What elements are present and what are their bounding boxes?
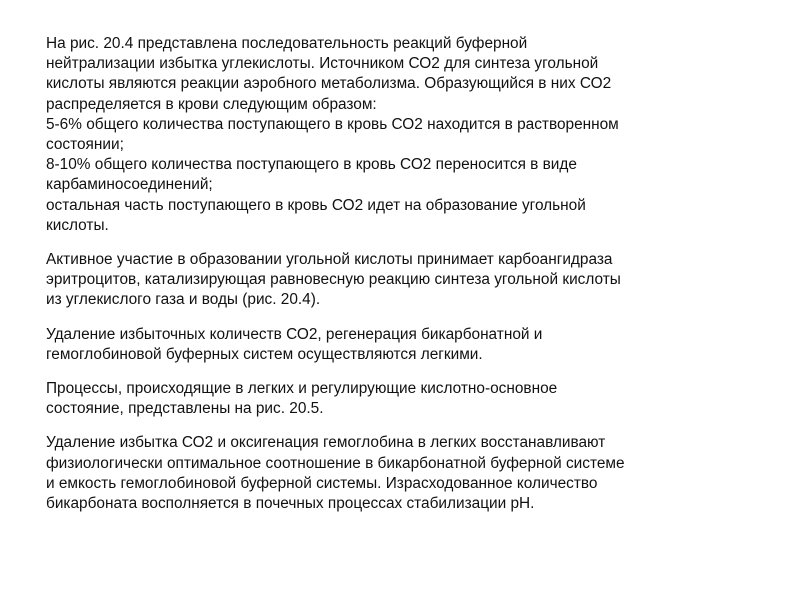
text-line: карбаминосоединений; [46,176,213,194]
paragraph-co2-distribution [46,34,746,236]
text-line: состояние, представлены на рис. 20.5. [46,400,324,418]
text-line: 5-6% общего количества поступающего в кровь СО2 находится в растворенном [46,115,619,133]
text-line: из углекислого газа и воды (рис. 20.4). [46,291,321,309]
text-line: кислоты. [46,216,109,234]
text-line: распределяется в крови следующим образом: [46,95,377,113]
paragraph-lung-processes [46,379,746,419]
text-line: и емкость гемоглобиновой буферной системы. Израсходованное количество [46,474,598,492]
text-line: физиологически оптимальное соотношение в бикарбонатной буферной системе [46,454,625,472]
text-line: нейтрализации избытка углекислоты. Источником СО2 для синтеза угольной [46,55,599,73]
slide-text-body [46,34,746,514]
paragraph-lungs-removal [46,325,746,365]
text-line: Удаление избытка СО2 и оксигенация гемоглобина в легких восстанавливают [46,434,606,452]
text-line: кислоты являются реакции аэробного метаболизма. Образующийся в них СО2 [46,75,612,93]
text-line: состоянии; [46,136,124,154]
text-line: 8-10% общего количества поступающего в кровь СО2 переносится в виде [46,156,577,174]
text-line: бикарбоната восполняется в почечных процессах стабилизации рН. [46,495,535,513]
text-line: остальная часть поступающего в кровь СО2 идет на образование угольной [46,196,586,214]
paragraph-spacer [46,236,746,250]
paragraph-spacer [46,311,746,325]
text-line: Удаление избыточных количеств СО2, регенерация бикарбонатной и [46,325,543,343]
text-line: гемоглобиновой буферных систем осуществляются легкими. [46,345,483,363]
paragraph-carbonic-anhydrase [46,250,746,311]
paragraph-spacer [46,419,746,433]
text-line: эритроцитов, катализирующая равновесную реакцию синтеза угольной кислоты [46,271,621,289]
paragraph-spacer [46,365,746,379]
text-line: На рис. 20.4 представлена последовательность реакций буферной [46,35,528,52]
text-line: Процессы, происходящие в легких и регулирующие кислотно-основное [46,380,558,398]
paragraph-oxygenation [46,433,746,514]
text-line: Активное участие в образовании угольной кислоты принимает карбоангидраза [46,251,613,269]
